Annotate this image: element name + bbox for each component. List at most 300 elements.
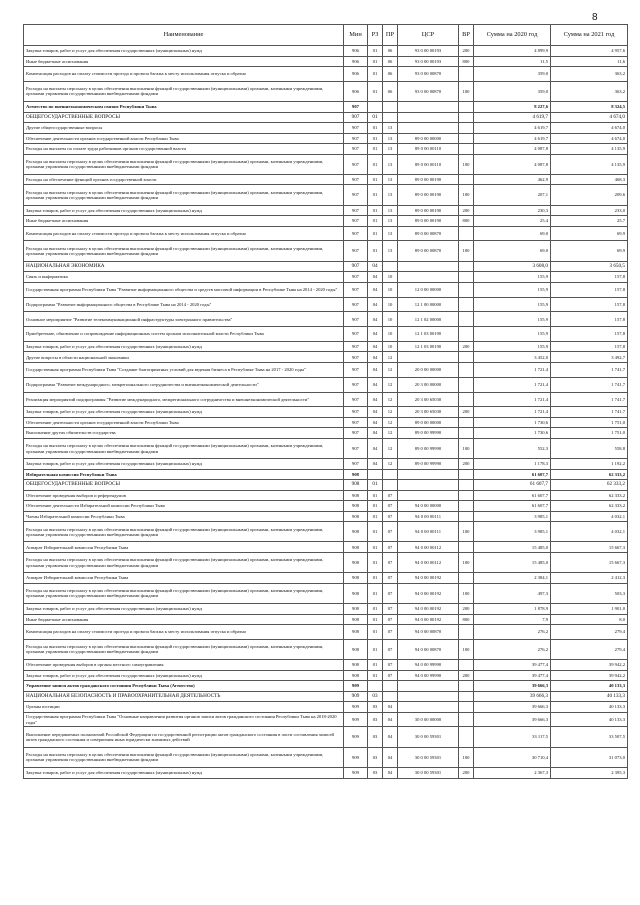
table-row xyxy=(24,511,628,522)
table-row xyxy=(24,327,628,342)
cell-pr: 12 xyxy=(383,377,398,392)
cell-name: Иные бюджетные ассигнования xyxy=(24,216,344,227)
cell-sum-2020: 155,9 xyxy=(474,272,551,283)
cell-pr: 10 xyxy=(383,282,398,297)
table-row xyxy=(24,573,628,584)
cell-name: Другие общегосударственные вопросы xyxy=(24,123,344,134)
cell-vr xyxy=(459,417,474,428)
cell-vr xyxy=(459,102,474,113)
cell-sum-2020: 69,0 xyxy=(474,241,551,261)
cell-csr: 20 3 00 00000 xyxy=(398,377,459,392)
table-row xyxy=(24,56,628,67)
cell-vr xyxy=(459,282,474,297)
cell-vr xyxy=(459,702,474,713)
cell-vr xyxy=(459,681,474,692)
cell-sum-2020: 39 666,3 xyxy=(474,681,551,692)
cell-pr: 12 xyxy=(383,362,398,377)
table-row xyxy=(24,241,628,261)
cell-pr: 07 xyxy=(383,660,398,671)
cell-sum-2020: 552,3 xyxy=(474,438,551,458)
cell-pr: 07 xyxy=(383,670,398,681)
table-row xyxy=(24,702,628,713)
cell-vr xyxy=(459,542,474,553)
cell-rz: 04 xyxy=(368,297,383,312)
table-row xyxy=(24,501,628,512)
cell-sum-2020: 61 607,7 xyxy=(474,480,551,491)
header-rz: РЗ xyxy=(368,25,383,46)
cell-pr: 12 xyxy=(383,459,398,470)
cell-csr: 89 0 00 00000 xyxy=(398,133,459,144)
cell-pr: 04 xyxy=(383,702,398,713)
cell-rz xyxy=(368,469,383,480)
cell-sum-2020: 1 730,6 xyxy=(474,428,551,439)
page-number: 8 xyxy=(592,12,598,23)
cell-min: 908 xyxy=(344,552,368,572)
cell-pr: 04 xyxy=(383,768,398,779)
cell-vr xyxy=(459,327,474,342)
cell-sum-2020: 3 985,1 xyxy=(474,522,551,542)
cell-sum-2021: 4 957,6 xyxy=(551,46,628,57)
cell-rz: 03 xyxy=(368,702,383,713)
cell-name: Аппарат Избирательной комиссии Республики Тыва xyxy=(24,542,344,553)
cell-min: 907 xyxy=(344,352,368,363)
cell-min: 908 xyxy=(344,583,368,603)
cell-vr xyxy=(459,490,474,501)
cell-vr xyxy=(459,123,474,134)
cell-min: 906 xyxy=(344,81,368,101)
cell-min: 907 xyxy=(344,282,368,297)
cell-vr: 100 xyxy=(459,583,474,603)
cell-csr xyxy=(398,490,459,501)
cell-name: Управление записи актов гражданского состояния Республики Тыва (Агентство) xyxy=(24,681,344,692)
cell-min: 909 xyxy=(344,768,368,779)
cell-name: Обеспечение проведения выборов в органы местного самоуправления xyxy=(24,660,344,671)
cell-csr xyxy=(398,272,459,283)
cell-rz: 01 xyxy=(368,583,383,603)
cell-sum-2020: 33 117,5 xyxy=(474,727,551,747)
cell-min: 907 xyxy=(344,459,368,470)
table-row xyxy=(24,133,628,144)
cell-rz: 01 xyxy=(368,185,383,205)
cell-csr: 89 0 00 00190 xyxy=(398,174,459,185)
cell-name: Подпрограмма "Развитие международного, межрегионального сотрудничества и внешнеэкономической деятельности" xyxy=(24,377,344,392)
cell-sum-2021: 40 133,3 xyxy=(551,681,628,692)
table-row xyxy=(24,261,628,272)
cell-sum-2020: 61 607,7 xyxy=(474,469,551,480)
header-sum-2021: Сумма на 2021 год xyxy=(551,25,628,46)
cell-sum-2021: 4 135,9 xyxy=(551,154,628,174)
cell-name: Обеспечение проведения выборов и референдумов xyxy=(24,490,344,501)
cell-min: 907 xyxy=(344,417,368,428)
cell-sum-2021: 33 507,5 xyxy=(551,727,628,747)
cell-rz: 04 xyxy=(368,261,383,272)
cell-sum-2020: 4 087,8 xyxy=(474,154,551,174)
cell-csr: 89 0 00 00190 xyxy=(398,216,459,227)
cell-min: 907 xyxy=(344,377,368,392)
cell-sum-2021: 233,0 xyxy=(551,205,628,216)
cell-csr xyxy=(398,261,459,272)
cell-csr: 94 0 00 99990 xyxy=(398,670,459,681)
table-row xyxy=(24,681,628,692)
cell-sum-2020: 3 608,0 xyxy=(474,261,551,272)
cell-name: ОБЩЕГОСУДАРСТВЕННЫЕ ВОПРОСЫ xyxy=(24,480,344,491)
cell-pr: 12 xyxy=(383,438,398,458)
cell-rz: 03 xyxy=(368,727,383,747)
cell-min: 908 xyxy=(344,573,368,584)
cell-sum-2020: 462,9 xyxy=(474,174,551,185)
cell-csr: 94 0 00 00192 xyxy=(398,583,459,603)
cell-min: 908 xyxy=(344,469,368,480)
cell-min: 907 xyxy=(344,272,368,283)
cell-rz: 04 xyxy=(368,272,383,283)
cell-min: 908 xyxy=(344,639,368,659)
table-row xyxy=(24,185,628,205)
cell-vr: 200 xyxy=(459,604,474,615)
cell-name: Расходы на выплаты персоналу в целях обеспечения выполнения функций государственными (муниципальными) органами, казенными учреждениями, органами управления государственными внебюджетными фондами xyxy=(24,438,344,458)
cell-name: Другие вопросы в области национальной экономики xyxy=(24,352,344,363)
cell-sum-2020: 230,3 xyxy=(474,205,551,216)
cell-sum-2020: 39 477,4 xyxy=(474,670,551,681)
cell-name: Основное мероприятие "Развитие телекоммуникационной инфраструктуры электронного правительства" xyxy=(24,312,344,327)
cell-sum-2020: 155,9 xyxy=(474,312,551,327)
cell-sum-2021: 1 751,0 xyxy=(551,417,628,428)
cell-vr xyxy=(459,573,474,584)
cell-csr: 93 0 00 00193 xyxy=(398,56,459,67)
cell-sum-2020: 4 087,8 xyxy=(474,144,551,155)
cell-name: НАЦИОНАЛЬНАЯ БЕЗОПАСНОСТЬ И ПРАВООХРАНИТЕЛЬНАЯ ДЕЯТЕЛЬНОСТЬ xyxy=(24,691,344,702)
cell-sum-2020: 30 710,4 xyxy=(474,747,551,767)
cell-csr: 89 0 00 00110 xyxy=(398,144,459,155)
cell-name: Закупка товаров, работ и услуг для обеспечения государственных (муниципальных) нужд xyxy=(24,341,344,352)
cell-min: 907 xyxy=(344,362,368,377)
cell-csr xyxy=(398,691,459,702)
table-row xyxy=(24,727,628,747)
cell-pr: 04 xyxy=(383,712,398,727)
cell-name: Расходы на выплаты персоналу в целях обеспечения выполнения функций государственными (муниципальными) органами, казенными учреждениями, органами управления государственными внебюджетными фондами xyxy=(24,639,344,659)
cell-rz: 03 xyxy=(368,691,383,702)
table-row xyxy=(24,154,628,174)
table-row xyxy=(24,490,628,501)
cell-name: Расходы на выплаты персоналу в целях обеспечения выполнения функций государственными (муниципальными) органами, казенными учреждениями, органами управления государственными внебюджетными фондами xyxy=(24,583,344,603)
cell-name: Компенсация расходов на оплату стоимости проезда и провоза багажа к месту использования отпуска и обратно xyxy=(24,67,344,82)
table-row xyxy=(24,407,628,418)
cell-sum-2021: 8,0 xyxy=(551,614,628,625)
cell-sum-2021: 4 032,1 xyxy=(551,522,628,542)
cell-vr: 100 xyxy=(459,552,474,572)
cell-sum-2020: 39 666,3 xyxy=(474,712,551,727)
cell-min: 907 xyxy=(344,392,368,407)
cell-min: 908 xyxy=(344,522,368,542)
cell-pr xyxy=(383,469,398,480)
cell-name: Органы юстиции xyxy=(24,702,344,713)
cell-min: 908 xyxy=(344,490,368,501)
cell-rz: 01 xyxy=(368,660,383,671)
cell-csr: 12 1 02 00000 xyxy=(398,312,459,327)
table-row xyxy=(24,226,628,241)
cell-sum-2020: 69,0 xyxy=(474,226,551,241)
cell-csr: 12 0 00 00000 xyxy=(398,282,459,297)
table-row xyxy=(24,205,628,216)
cell-csr xyxy=(398,480,459,491)
cell-name: Расходы на выплаты персоналу в целях обеспечения выполнения функций государственными (муниципальными) органами, казенными учреждениями, органами управления государственными внебюджетными фондами xyxy=(24,522,344,542)
table-row xyxy=(24,362,628,377)
cell-vr: 200 xyxy=(459,341,474,352)
header-min: Мин xyxy=(344,25,368,46)
cell-name: Закупка товаров, работ и услуг для обеспечения государственных (муниципальных) нужд xyxy=(24,205,344,216)
cell-pr: 10 xyxy=(383,272,398,283)
cell-sum-2021: 157,8 xyxy=(551,341,628,352)
cell-name: Агентство по внешнеэкономическим связям Республики Тыва xyxy=(24,102,344,113)
cell-pr: 10 xyxy=(383,312,398,327)
cell-min: 907 xyxy=(344,261,368,272)
cell-rz: 01 xyxy=(368,241,383,261)
cell-rz: 04 xyxy=(368,392,383,407)
cell-min: 906 xyxy=(344,67,368,82)
table-row xyxy=(24,670,628,681)
cell-rz: 01 xyxy=(368,522,383,542)
cell-name: Подпрограмма "Развитие информационного общества в Республике Тыва на 2014 - 2020 годы" xyxy=(24,297,344,312)
cell-vr: 200 xyxy=(459,46,474,57)
cell-rz: 04 xyxy=(368,282,383,297)
cell-name: Государственная программа Республики Тыва "Создание благоприятных условий для ведения бизнеса в Республике Тыва на 2017 - 2020 годы" xyxy=(24,362,344,377)
cell-pr: 07 xyxy=(383,604,398,615)
cell-rz: 01 xyxy=(368,133,383,144)
cell-pr: 06 xyxy=(383,81,398,101)
cell-sum-2021: 25,7 xyxy=(551,216,628,227)
table-row xyxy=(24,428,628,439)
cell-pr: 10 xyxy=(383,341,398,352)
cell-csr: 94 0 00 00112 xyxy=(398,542,459,553)
cell-rz: 01 xyxy=(368,490,383,501)
cell-name: Обеспечение деятельности органов государственной власти Республики Тыва xyxy=(24,133,344,144)
cell-pr xyxy=(383,261,398,272)
cell-sum-2020: 1 878,9 xyxy=(474,604,551,615)
cell-min: 907 xyxy=(344,241,368,261)
cell-pr xyxy=(383,102,398,113)
table-row xyxy=(24,542,628,553)
cell-sum-2021: 2 395,3 xyxy=(551,768,628,779)
cell-vr: 100 xyxy=(459,241,474,261)
cell-sum-2021: 363,2 xyxy=(551,67,628,82)
cell-csr: 93 0 00 00870 xyxy=(398,67,459,82)
cell-name: Закупка товаров, работ и услуг для обеспечения государственных (муниципальных) нужд xyxy=(24,670,344,681)
cell-sum-2021: 69,9 xyxy=(551,241,628,261)
cell-min: 908 xyxy=(344,501,368,512)
table-row xyxy=(24,272,628,283)
cell-pr: 13 xyxy=(383,123,398,134)
cell-csr: 12 1 00 00000 xyxy=(398,297,459,312)
table-row xyxy=(24,144,628,155)
table-row xyxy=(24,691,628,702)
cell-rz: 04 xyxy=(368,417,383,428)
table-row xyxy=(24,614,628,625)
cell-vr xyxy=(459,112,474,123)
table-row xyxy=(24,747,628,767)
cell-min: 907 xyxy=(344,438,368,458)
cell-name: Расходы на выплаты персоналу в целях обеспечения выполнения функций государственными (муниципальными) органами, казенными учреждениями, органами управления государственными внебюджетными фондами xyxy=(24,552,344,572)
cell-sum-2020: 3 452,0 xyxy=(474,352,551,363)
cell-csr: 89 0 00 00000 xyxy=(398,417,459,428)
cell-sum-2020: 15 485,0 xyxy=(474,542,551,553)
cell-rz: 01 xyxy=(368,573,383,584)
cell-rz: 01 xyxy=(368,174,383,185)
cell-sum-2021: 3 650,5 xyxy=(551,261,628,272)
cell-name: Компенсация расходов на оплату стоимости проезда и провоза багажа к месту использования отпуска и обратно xyxy=(24,625,344,640)
cell-min: 908 xyxy=(344,660,368,671)
cell-sum-2020: 39 477,4 xyxy=(474,660,551,671)
cell-sum-2020: 4 899,9 xyxy=(474,46,551,57)
cell-pr: 07 xyxy=(383,639,398,659)
cell-csr: 30 0 00 59301 xyxy=(398,768,459,779)
cell-pr: 07 xyxy=(383,490,398,501)
table-row xyxy=(24,469,628,480)
cell-sum-2021: 157,8 xyxy=(551,297,628,312)
cell-vr: 800 xyxy=(459,614,474,625)
cell-name: Государственная программа Республики Тыва "Развитие информационного общества и средств массовой информации в Республике Тыва на 2014 - 2020 годы" xyxy=(24,282,344,297)
cell-csr: 12 1 03 00190 xyxy=(398,327,459,342)
cell-name: Иные бюджетные ассигнования xyxy=(24,56,344,67)
cell-rz: 01 xyxy=(368,670,383,681)
cell-csr: 30 0 00 59301 xyxy=(398,747,459,767)
cell-csr: 89 0 00 00190 xyxy=(398,205,459,216)
cell-min: 907 xyxy=(344,185,368,205)
cell-sum-2021: 62 333,2 xyxy=(551,469,628,480)
cell-sum-2021: 4 135,9 xyxy=(551,144,628,155)
cell-pr xyxy=(383,691,398,702)
cell-csr xyxy=(398,702,459,713)
cell-pr: 13 xyxy=(383,205,398,216)
cell-vr xyxy=(459,428,474,439)
cell-vr xyxy=(459,469,474,480)
cell-sum-2021: 40 133,3 xyxy=(551,691,628,702)
cell-sum-2021: 39 942,2 xyxy=(551,670,628,681)
table-row xyxy=(24,639,628,659)
cell-pr: 12 xyxy=(383,392,398,407)
cell-csr: 94 0 00 00870 xyxy=(398,639,459,659)
cell-csr: 89 0 00 00190 xyxy=(398,185,459,205)
cell-pr: 07 xyxy=(383,511,398,522)
cell-sum-2020: 276,2 xyxy=(474,639,551,659)
cell-rz: 01 xyxy=(368,154,383,174)
cell-rz: 04 xyxy=(368,438,383,458)
cell-rz: 01 xyxy=(368,625,383,640)
cell-sum-2021: 209,6 xyxy=(551,185,628,205)
cell-rz: 04 xyxy=(368,362,383,377)
cell-name: Расходы на выплаты по оплате труда работников органов государственной власти xyxy=(24,144,344,155)
cell-csr: 94 0 00 00112 xyxy=(398,552,459,572)
cell-sum-2020: 11,5 xyxy=(474,56,551,67)
cell-rz: 03 xyxy=(368,712,383,727)
cell-sum-2020: 155,9 xyxy=(474,341,551,352)
cell-sum-2021: 62 333,2 xyxy=(551,480,628,491)
cell-sum-2021: 1 901,0 xyxy=(551,604,628,615)
cell-pr: 04 xyxy=(383,727,398,747)
cell-csr: 94 0 00 00192 xyxy=(398,614,459,625)
cell-sum-2020: 61 607,7 xyxy=(474,501,551,512)
cell-csr: 20 3 00 65030 xyxy=(398,392,459,407)
cell-name: Обеспечение деятельности органов государственной власти Республики Тыва xyxy=(24,417,344,428)
cell-rz: 04 xyxy=(368,459,383,470)
cell-sum-2021: 3 492,7 xyxy=(551,352,628,363)
cell-vr xyxy=(459,312,474,327)
cell-name: Расходы на выплаты персоналу в целях обеспечения выполнения функций государственными (муниципальными) органами, казенными учреждениями, органами управления государственными внебюджетными фондами xyxy=(24,81,344,101)
cell-vr xyxy=(459,352,474,363)
table-row xyxy=(24,417,628,428)
cell-vr xyxy=(459,392,474,407)
cell-sum-2021: 279,4 xyxy=(551,639,628,659)
table-header-row xyxy=(24,25,628,46)
cell-pr: 07 xyxy=(383,552,398,572)
cell-rz: 01 xyxy=(368,614,383,625)
header-pr: ПР xyxy=(383,25,398,46)
cell-name: Компенсация расходов на оплату стоимости проезда и провоза багажа к месту использования отпуска и обратно xyxy=(24,226,344,241)
cell-sum-2021: 558,8 xyxy=(551,438,628,458)
table-row xyxy=(24,604,628,615)
cell-rz: 01 xyxy=(368,144,383,155)
cell-min: 907 xyxy=(344,123,368,134)
table-row xyxy=(24,480,628,491)
cell-pr: 13 xyxy=(383,133,398,144)
cell-sum-2021: 157,8 xyxy=(551,272,628,283)
cell-name: Расходы на выплаты персоналу в целях обеспечения выполнения функций государственными (муниципальными) органами, казенными учреждениями, органами управления государственными внебюджетными фондами xyxy=(24,241,344,261)
cell-rz: 04 xyxy=(368,341,383,352)
cell-name: Связь и информатика xyxy=(24,272,344,283)
cell-sum-2020: 1 721,4 xyxy=(474,407,551,418)
cell-pr: 12 xyxy=(383,428,398,439)
cell-min: 909 xyxy=(344,681,368,692)
cell-rz xyxy=(368,681,383,692)
cell-min: 907 xyxy=(344,112,368,123)
cell-vr xyxy=(459,226,474,241)
cell-sum-2021: 39 942,2 xyxy=(551,660,628,671)
cell-sum-2021: 157,8 xyxy=(551,282,628,297)
cell-vr: 800 xyxy=(459,216,474,227)
cell-pr: 13 xyxy=(383,185,398,205)
cell-sum-2020: 2 367,3 xyxy=(474,768,551,779)
cell-rz: 04 xyxy=(368,327,383,342)
cell-sum-2020: 7,9 xyxy=(474,614,551,625)
table-row xyxy=(24,312,628,327)
cell-min: 909 xyxy=(344,712,368,727)
cell-min: 909 xyxy=(344,727,368,747)
cell-rz xyxy=(368,102,383,113)
table-row xyxy=(24,282,628,297)
cell-sum-2021: 11,6 xyxy=(551,56,628,67)
cell-name: Расходы на выплаты персоналу в целях обеспечения выполнения функций государственными (муниципальными) органами, казенными учреждениями, органами управления государственными внебюджетными фондами xyxy=(24,747,344,767)
cell-rz: 01 xyxy=(368,123,383,134)
cell-sum-2020: 1 730,6 xyxy=(474,417,551,428)
cell-sum-2021: 31 073,0 xyxy=(551,747,628,767)
table-row xyxy=(24,102,628,113)
cell-sum-2020: 25,4 xyxy=(474,216,551,227)
cell-csr: 89 0 00 99990 xyxy=(398,459,459,470)
cell-vr: 200 xyxy=(459,205,474,216)
cell-name: Закупка товаров, работ и услуг для обеспечения государственных (муниципальных) нужд xyxy=(24,768,344,779)
cell-vr xyxy=(459,727,474,747)
cell-pr: 07 xyxy=(383,522,398,542)
table-row xyxy=(24,392,628,407)
cell-sum-2020: 2 384,1 xyxy=(474,573,551,584)
table-row xyxy=(24,459,628,470)
cell-min: 908 xyxy=(344,511,368,522)
table-row xyxy=(24,67,628,82)
cell-vr: 100 xyxy=(459,747,474,767)
cell-pr: 07 xyxy=(383,573,398,584)
cell-pr: 07 xyxy=(383,583,398,603)
cell-min: 909 xyxy=(344,702,368,713)
cell-pr: 10 xyxy=(383,327,398,342)
budget-table xyxy=(23,24,628,779)
